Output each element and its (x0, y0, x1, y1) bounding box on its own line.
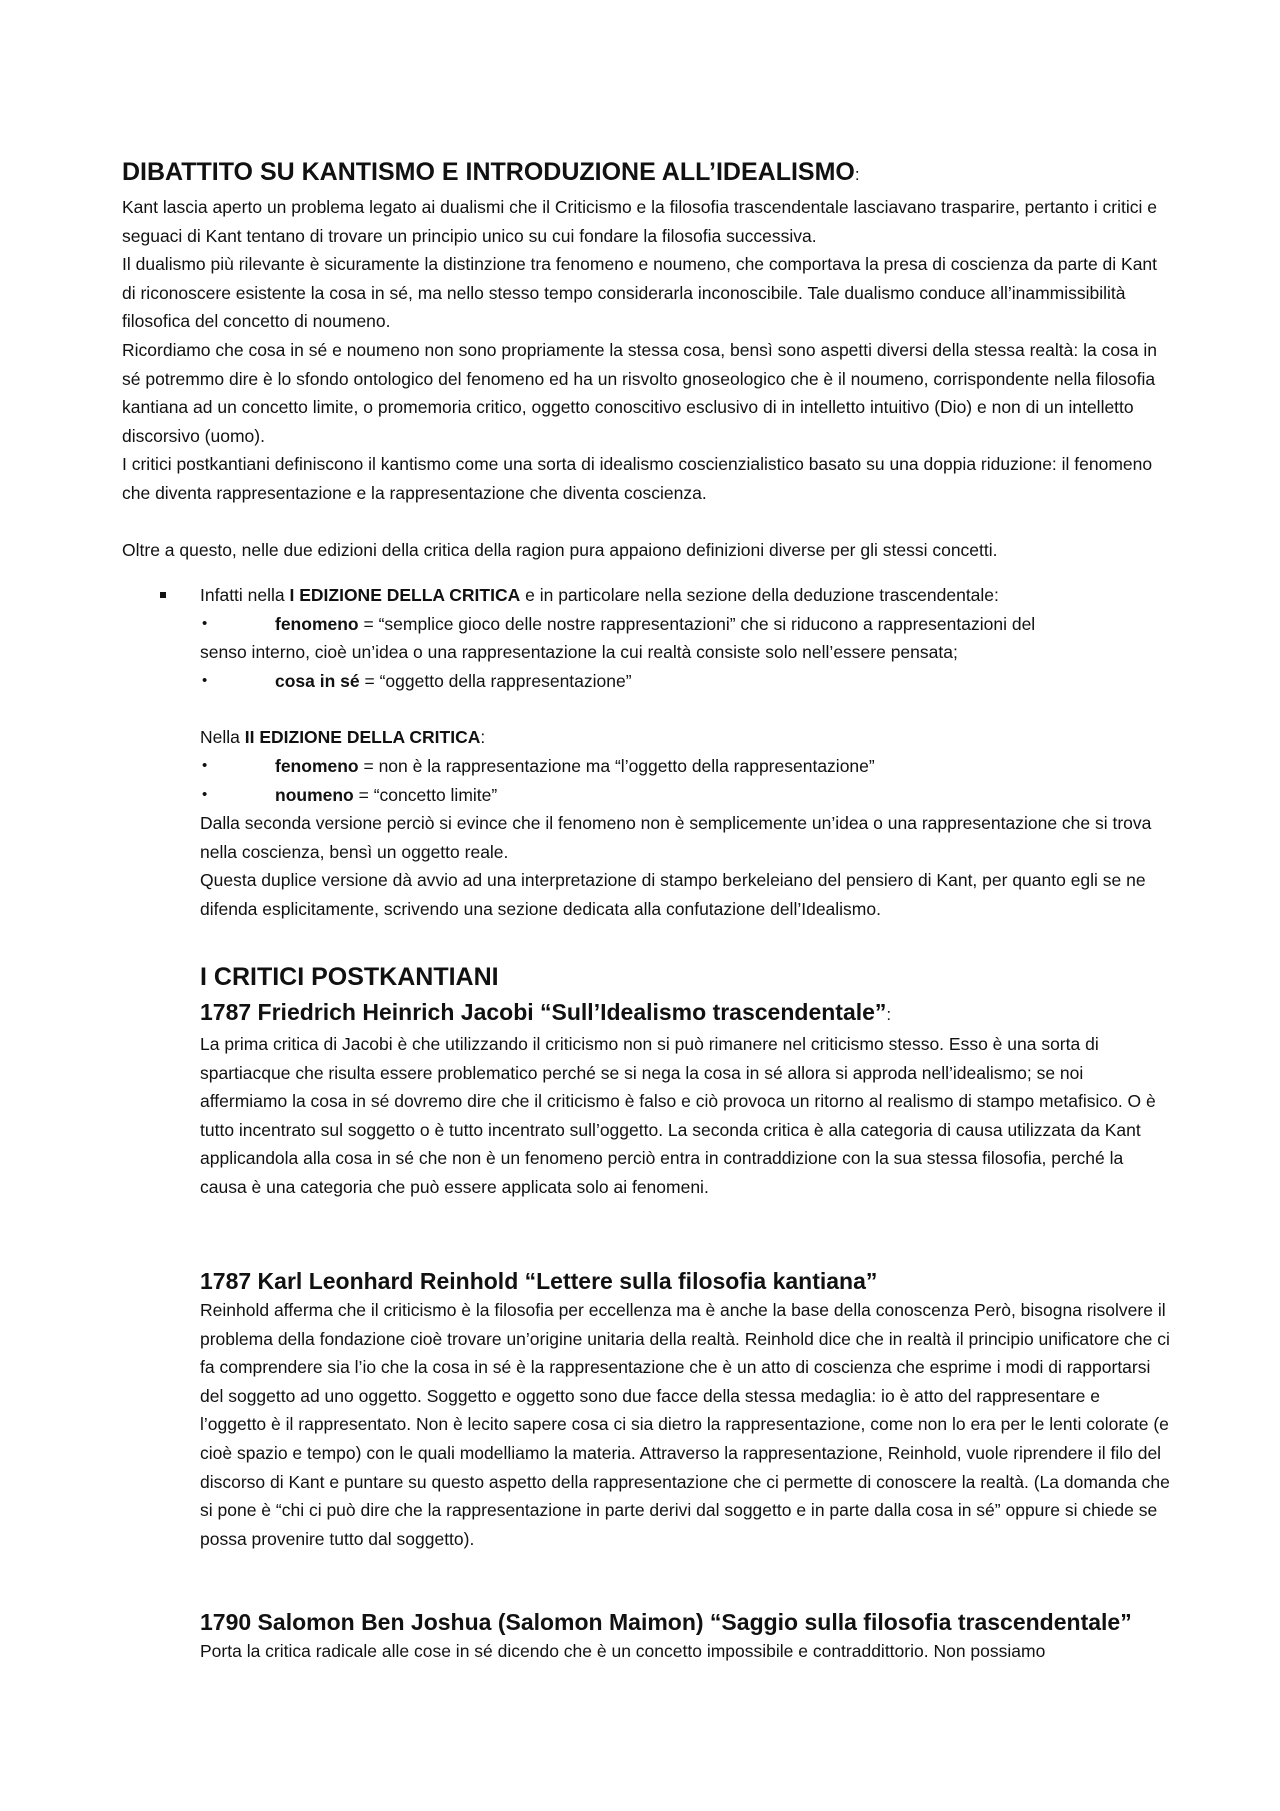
critic-maimon (200, 1607, 1170, 1666)
critic-jacobi (200, 997, 1170, 1202)
intro-paragraph: Oltre a questo, nelle due edizioni della critica della ragion pura appaiono definizioni diverse per gli stessi concetti. (122, 539, 998, 560)
edition-paragraph: Dalla seconda versione perciò si evince che il fenomeno non è semplicemente un’idea o una rappresentazione che si trova nella coscienza, bensì un oggetto reale. (200, 813, 1152, 862)
bullet-icon: • (202, 671, 208, 689)
intro-section (122, 193, 1167, 564)
intro-paragraph: Ricordiamo che cosa in sé e noumeno non sono propriamente la stessa cosa, bensì sono aspetti diversi della stessa realtà: la cosa in sé potremmo dire è lo sfondo ontologico del fenomeno ed ha un risvolto gnoseologico che è il noumeno, corrispondente nella filosofia kantiana ad un concetto limite, o promemoria critico, oggetto conoscitivo esclusivo di in intelletto intuitivo (Dio) e non di un intelletto discorsivo (uomo). (122, 339, 1158, 446)
definition-item: • fenomeno = non è la rappresentazione ma “l’oggetto della rappresentazione” (200, 752, 1160, 781)
intro-paragraph: Kant lascia aperto un problema legato ai dualismi che il Criticismo e la filosofia trascendentale lasciavano trasparire, pertanto i critici e seguaci di Kant tentano di trovare un principio unico su cui fondare la filosofia successiva. (122, 197, 1157, 246)
first-edition-intro: Infatti nella I EDIZIONE DELLA CRITICA e in particolare nella sezione della deduzione trascendentale: (200, 585, 999, 605)
critic-heading: 1790 Salomon Ben Joshua (Salomon Maimon) “Saggio sulla filosofia trascendentale” (200, 1609, 1132, 1635)
section-title: I CRITICI POSTKANTIANI (200, 963, 499, 991)
bullet-icon: • (202, 785, 208, 803)
definition-continuation: senso interno, cioè un’idea o una rappresentazione la cui realtà consiste solo nell’essere pensata; (200, 642, 958, 663)
edition-paragraph: Questa duplice versione dà avvio ad una interpretazione di stampo berkeleiano del pensiero di Kant, per quanto egli se ne difenda esplicitamente, scrivendo una sezione dedicata alla confutazione dell’Idealismo. (200, 870, 1146, 919)
second-edition-intro: Nella II EDIZIONE DELLA CRITICA: (200, 727, 486, 748)
list-item (160, 581, 1160, 924)
page-title: DIBATTITO SU KANTISMO E INTRODUZIONE ALL’IDEALISMO: (122, 158, 860, 186)
definition-item: • fenomeno = “semplice gioco delle nostre rappresentazioni” che si riducono a rappresentazioni del (200, 610, 1160, 639)
critic-text: La prima critica di Jacobi è che utilizzando il criticismo non si può rimanere nel criticismo stesso. Esso è una sorta di spartiacque che risulta essere problematico perché se si nega la cosa in sé allora si approda nell’idealismo; se noi affermiamo la cosa in sé dovremo dire che il criticismo è falso e ciò provoca un ritorno al realismo di stampo metafisico. O è tutto incentrato sul soggetto o è tutto incentrato sull’oggetto. La seconda critica è alla categoria di causa utilizzata da Kant applicandola alla cosa in sé che non è un fenomeno perciò entra in contraddizione con la sua stessa filosofia, perché la causa è una categoria che può essere applicata solo ai fenomeni. (200, 1034, 1156, 1197)
critic-heading: 1787 Karl Leonhard Reinhold “Lettere sulla filosofia kantiana” (200, 1268, 878, 1294)
critic-heading: 1787 Friedrich Heinrich Jacobi “Sull’Idealismo trascendentale”: (200, 999, 892, 1025)
intro-paragraph: I critici postkantiani definiscono il kantismo come una sorta di idealismo coscienzialistico basato su una doppia riduzione: il fenomeno che diventa rappresentazione e la rappresentazione che diventa coscienza. (122, 454, 1153, 503)
intro-paragraph: Il dualismo più rilevante è sicuramente la distinzione tra fenomeno e noumeno, che comportava la presa di coscienza da parte di Kant di riconoscere esistente la cosa in sé, ma nello stesso tempo considerarla inconoscibile. Tale dualismo conduce all’inammissibilità filosofica del concetto di noumeno. (122, 254, 1158, 332)
critic-text: Porta la critica radicale alle cose in sé dicendo che è un concetto impossibile e contraddittorio. Non possiamo (200, 1641, 1046, 1661)
critic-text: Reinhold afferma che il criticismo è la filosofia per eccellenza ma è anche la base della conoscenza Però, bisogna risolvere il problema della fondazione cioè trovare un’origine unitaria della realtà. Reinhold dice che in realtà il principio unificatore che ci fa comprendere sia l’io che la cosa in sé è la rappresentazione che è un atto di coscienza che esprime i modi di rapportarsi del soggetto ad uno oggetto. Soggetto e oggetto sono due facce della stessa medaglia: io è atto del rappresentare e l’oggetto è il rappresentato. Non è lecito sapere cosa ci sia dietro la rappresentazione, come non lo era per le lenti colorate (e cioè spazio e tempo) con le quali modelliamo la materia. Attraverso la rappresentazione, Reinhold, vuole riprendere il filo del discorso di Kant e puntare su questo aspetto della rappresentazione che ci permette di conoscere la realtà. (La domanda che si pone è “chi ci può dire che la rappresentazione in parte derivi dal soggetto e in parte dalla cosa in sé” oppure si chiede se possa provenire tutto dal soggetto). (200, 1300, 1170, 1549)
definition-item: • noumeno = “concetto limite” (200, 781, 1160, 810)
bullet-icon: • (202, 756, 208, 774)
bullet-icon: • (202, 614, 208, 632)
definition-item: • cosa in sé = “oggetto della rappresentazione” (200, 667, 1160, 696)
edition-list (160, 581, 1160, 924)
critic-reinhold (200, 1266, 1170, 1553)
square-bullet-icon (160, 592, 166, 598)
